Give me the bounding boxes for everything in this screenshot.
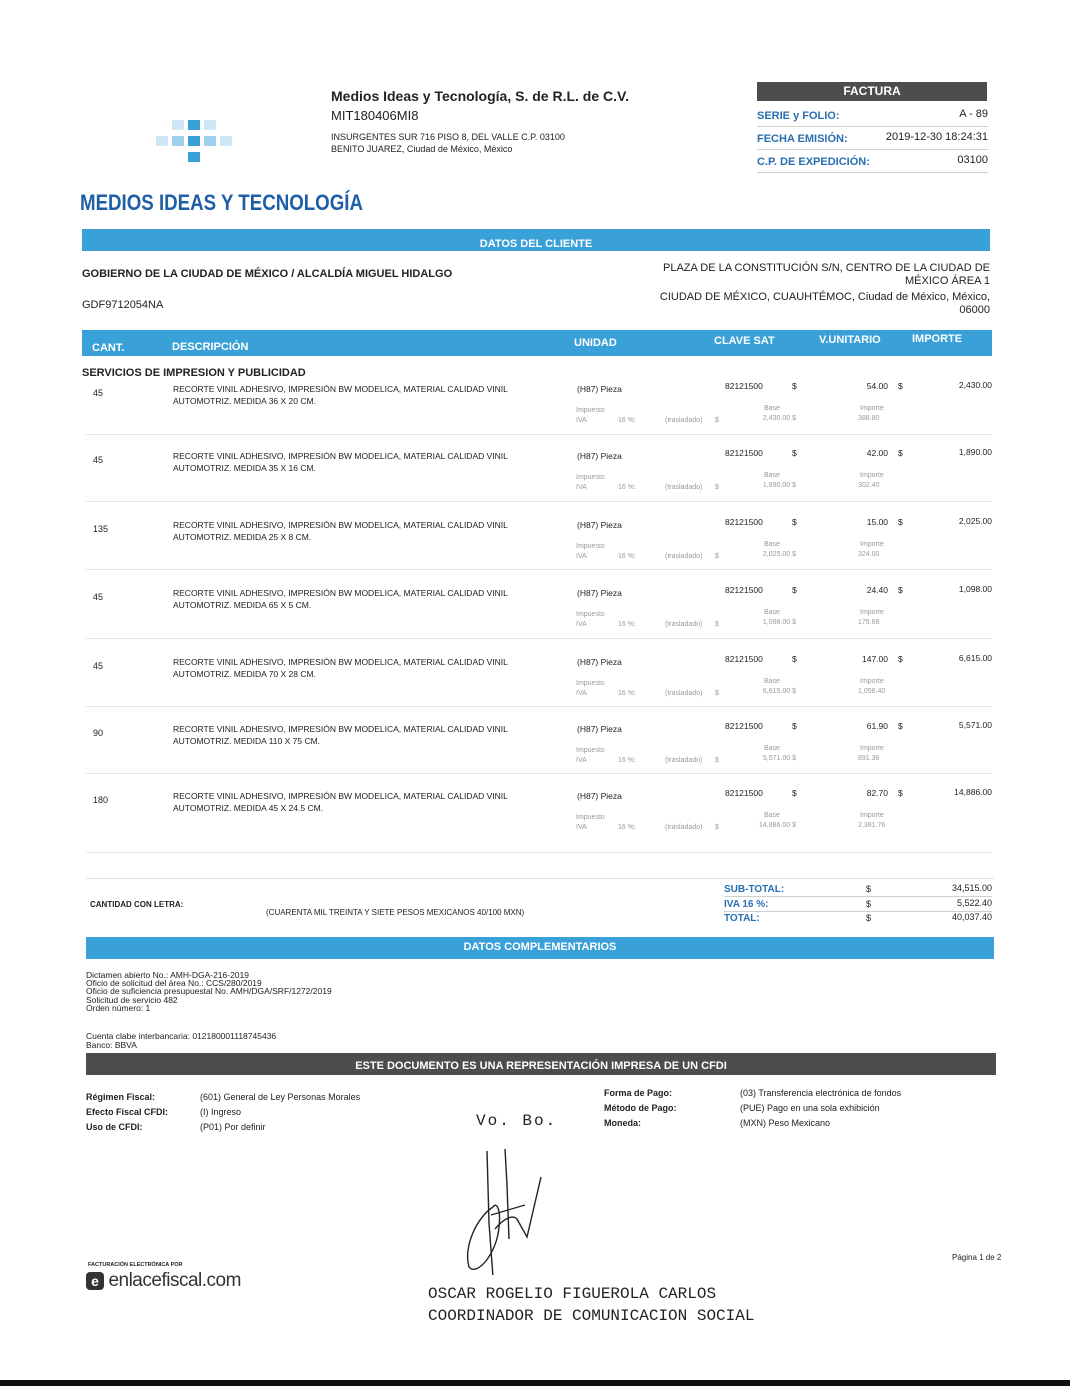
- tax-iva-label: IVA: [576, 484, 587, 491]
- item-importe: 2,025.00: [958, 516, 992, 526]
- enlace-small: FACTURACIÓN ELECTRÓNICA POR: [88, 1262, 183, 1268]
- item-cant: 135: [93, 524, 109, 534]
- client-address-3: CIUDAD DE MÉXICO, CUAUHTÉMOC, Ciudad de México, México,: [659, 291, 990, 303]
- client-rfc: GDF9712054NA: [82, 299, 164, 311]
- tax-base-label: Base: [764, 405, 780, 412]
- tax-currency: $: [715, 417, 719, 424]
- item-unidad: (H87) Pieza: [577, 451, 622, 461]
- item-vu: 24.40: [866, 585, 888, 595]
- item-importe: 14,886.00: [954, 787, 992, 797]
- tax-importe-label: Importe: [860, 472, 884, 479]
- complementarios-title: DATOS COMPLEMENTARIOS: [463, 941, 617, 953]
- regimen-value: (601) General de Ley Personas Morales: [200, 1092, 361, 1102]
- item-description-2: AUTOMOTRIZ. MEDIDA 25 X 8 CM.: [173, 532, 312, 542]
- item-cant: 45: [93, 661, 104, 671]
- complementarios-block-2: [86, 1032, 276, 1050]
- item-imp-currency: $: [898, 448, 903, 458]
- tax-trasladado: (trasladado): [665, 757, 703, 764]
- item-unidad: (H87) Pieza: [577, 520, 622, 530]
- item-description-1: RECORTE VINIL ADHESIVO, IMPRESIÓN BW MODELICA, MATERIAL CALIDAD VINIL: [173, 451, 508, 461]
- tax-trasladado: (trasladado): [665, 484, 703, 491]
- item-vu-currency: $: [792, 788, 797, 798]
- subtotal-value: 34,515.00: [951, 883, 992, 893]
- item-vu-currency: $: [792, 585, 797, 595]
- tax-base-value: 2,430.00 $: [762, 415, 796, 422]
- client-name: GOBIERNO DE LA CIUDAD DE MÉXICO / ALCALDÍA MIGUEL HIDALGO: [82, 268, 453, 280]
- uso-label: Uso de CFDI:: [86, 1122, 143, 1132]
- item-vu-currency: $: [792, 381, 797, 391]
- tax-base-label: Base: [764, 541, 780, 548]
- item-unidad: (H87) Pieza: [577, 724, 622, 734]
- row-divider: [86, 569, 992, 570]
- tax-base-value: 6,615.00 $: [762, 688, 796, 695]
- item-cant: 180: [93, 795, 109, 805]
- item-vu: 61.90: [866, 721, 888, 731]
- item-unidad: (H87) Pieza: [577, 384, 622, 394]
- tax-impuesto-label: Impuesto: [576, 747, 605, 754]
- tax-impuesto-label: Impuesto: [576, 543, 605, 550]
- item-unidad: (H87) Pieza: [577, 588, 622, 598]
- tax-base-value: 1,890.00 $: [762, 482, 796, 489]
- tax-base-label: Base: [764, 812, 780, 819]
- item-imp-currency: $: [898, 517, 903, 527]
- tax-iva-label: IVA: [576, 417, 587, 424]
- item-cant: 45: [93, 455, 104, 465]
- regimen-label: Régimen Fiscal:: [86, 1092, 156, 1102]
- tax-base-label: Base: [764, 609, 780, 616]
- efecto-label: Efecto Fiscal CFDI:: [86, 1107, 169, 1117]
- cfdi-header: [86, 1053, 996, 1075]
- tax-impuesto-label: Impuesto: [576, 611, 605, 618]
- subtotal-currency: $: [866, 884, 872, 894]
- tax-iva-label: IVA: [576, 757, 587, 764]
- divider: [757, 149, 988, 150]
- tax-base-value: 1,098.00 $: [762, 619, 796, 626]
- tax-base-value: 5,571.00 $: [762, 755, 796, 762]
- issuer-rfc: MIT180406MI8: [331, 108, 419, 123]
- col-unidad: UNIDAD: [574, 337, 617, 349]
- item-vu: 82.70: [866, 788, 888, 798]
- row-divider: [86, 501, 992, 502]
- item-clave: 82121500: [725, 517, 763, 527]
- cfdi-title: ESTE DOCUMENTO ES UNA REPRESENTACIÓN IMPRESA DE UN CFDI: [355, 1060, 727, 1072]
- item-vu-currency: $: [792, 654, 797, 664]
- tax-rate: 16 %:: [618, 417, 636, 424]
- complementarios-line: Oficio de solicitud del área No.: CCS/280/2019: [86, 978, 262, 989]
- company-logo-text: MEDIOS IDEAS Y TECNOLOGÍA: [80, 190, 363, 215]
- tax-importe-value: 388.80: [858, 415, 880, 422]
- col-clave: CLAVE SAT: [714, 335, 775, 347]
- item-description-1: RECORTE VINIL ADHESIVO, IMPRESIÓN BW MODELICA, MATERIAL CALIDAD VINIL: [173, 724, 508, 734]
- item-imp-currency: $: [898, 381, 903, 391]
- fecha-value: 2019-12-30 18:24:31: [885, 131, 988, 143]
- tax-importe-label: Importe: [860, 609, 884, 616]
- item-imp-currency: $: [898, 585, 903, 595]
- item-description-2: AUTOMOTRIZ. MEDIDA 110 X 75 CM.: [173, 736, 321, 746]
- item-clave: 82121500: [725, 788, 763, 798]
- enlace-brand: enlacefiscal.com: [108, 1270, 241, 1291]
- tax-impuesto-label: Impuesto: [576, 474, 605, 481]
- item-vu-currency: $: [792, 517, 797, 527]
- tax-currency: $: [715, 757, 719, 764]
- row-divider: [86, 638, 992, 639]
- tax-rate: 16 %:: [618, 484, 636, 491]
- complementarios-line: Dictamen abierto No.: AMH-DGA-216-2019: [86, 970, 249, 980]
- bottom-edge: [0, 1380, 1070, 1386]
- complementarios-line: Oficio de suficiencia presupuestal No. AMH/DGA/SRF/1272/2019: [86, 986, 332, 997]
- complementarios-line: Orden número: 1: [86, 1002, 151, 1013]
- tax-base-label: Base: [764, 745, 780, 752]
- enlace-icon: e: [86, 1272, 104, 1290]
- metodo-pago-value: (PUE) Pago en una sola exhibición: [740, 1103, 880, 1113]
- item-cant: 45: [93, 388, 104, 398]
- complementarios-line: Solicitud de servicio 482: [86, 994, 178, 1005]
- tax-base-value: 2,025.00 $: [762, 551, 796, 558]
- cantidad-letra-value: (CUARENTA MIL TREINTA Y SIETE PESOS MEXICANOS 40/100 MXN): [266, 908, 525, 917]
- serie-label: SERIE y FOLIO:: [757, 110, 840, 122]
- client-section-header: [82, 229, 990, 251]
- tax-currency: $: [715, 621, 719, 628]
- cfdi-row: [604, 1116, 901, 1131]
- tax-iva-label: IVA: [576, 824, 587, 831]
- tax-trasladado: (trasladado): [665, 417, 703, 424]
- row-divider: [86, 773, 992, 774]
- divider: [86, 878, 994, 879]
- tax-importe-value: 324.00: [858, 551, 880, 558]
- divider: [757, 172, 988, 173]
- tax-importe-value: 891.36: [858, 755, 880, 762]
- tax-rate: 16 %:: [618, 553, 636, 560]
- row-divider: [86, 434, 992, 435]
- tax-importe-label: Importe: [860, 541, 884, 548]
- tax-rate: 16 %:: [618, 690, 636, 697]
- signature: [455, 1145, 565, 1275]
- col-importe: IMPORTE: [912, 333, 963, 345]
- item-description-1: RECORTE VINIL ADHESIVO, IMPRESIÓN BW MODELICA, MATERIAL CALIDAD VINIL: [173, 791, 508, 801]
- item-imp-currency: $: [898, 788, 903, 798]
- iva-currency: $: [866, 899, 872, 909]
- factura-header: [757, 82, 987, 101]
- tax-importe-label: Importe: [860, 405, 884, 412]
- issuer-address-2: BENITO JUAREZ, Ciudad de México, México: [331, 144, 513, 154]
- total-label: TOTAL:: [724, 913, 760, 924]
- tax-rate: 16 %:: [618, 621, 636, 628]
- issuer-name: Medios Ideas y Tecnología, S. de R.L. de C.V.: [331, 88, 629, 104]
- item-imp-currency: $: [898, 721, 903, 731]
- tax-currency: $: [715, 824, 719, 831]
- item-cant: 90: [93, 728, 104, 738]
- tax-impuesto-label: Impuesto: [576, 814, 605, 821]
- cantidad-letra-label: CANTIDAD CON LETRA:: [90, 900, 184, 909]
- company-logo: [150, 114, 250, 174]
- forma-pago-label: Forma de Pago:: [604, 1088, 673, 1098]
- col-cant: CANT.: [92, 342, 125, 354]
- tax-importe-value: 175.68: [858, 619, 880, 626]
- signer-title: COORDINADOR DE COMUNICACION SOCIAL: [428, 1307, 755, 1325]
- client-address-1: PLAZA DE LA CONSTITUCIÓN S/N, CENTRO DE LA CIUDAD DE: [662, 262, 990, 274]
- tax-rate: 16 %:: [618, 824, 636, 831]
- item-unidad: (H87) Pieza: [577, 657, 622, 667]
- tax-importe-label: Importe: [860, 812, 884, 819]
- iva-value: 5,522.40: [956, 898, 992, 908]
- page-number: Página 1 de 2: [952, 1253, 1002, 1262]
- client-address-4: 06000: [959, 304, 990, 316]
- item-clave: 82121500: [725, 381, 763, 391]
- item-vu: 15.00: [866, 517, 888, 527]
- item-clave: 82121500: [725, 448, 763, 458]
- col-vunitario: V.UNITARIO: [819, 334, 881, 346]
- complementarios-line: Banco: BBVA: [86, 1040, 137, 1050]
- cfdi-left: [86, 1090, 360, 1135]
- tax-trasladado: (trasladado): [665, 824, 703, 831]
- tax-impuesto-label: Impuesto: [576, 680, 605, 687]
- issuer-address-1: INSURGENTES SUR 716 PISO 8, DEL VALLE C.P. 03100: [331, 132, 565, 142]
- item-imp-currency: $: [898, 654, 903, 664]
- item-vu: 42.00: [866, 448, 888, 458]
- cp-value: 03100: [957, 154, 988, 166]
- iva-label: IVA 16 %:: [724, 899, 769, 910]
- tax-importe-label: Importe: [860, 678, 884, 685]
- tax-impuesto-label: Impuesto: [576, 407, 605, 414]
- tax-importe-value: 2,381.76: [858, 822, 886, 829]
- item-description-2: AUTOMOTRIZ. MEDIDA 36 X 20 CM.: [173, 396, 316, 406]
- tax-base-label: Base: [764, 678, 780, 685]
- tax-base-value: 14,886.00 $: [759, 822, 796, 829]
- client-address: [620, 262, 990, 317]
- complementarios-block-1: [86, 971, 332, 1012]
- signer-name: OSCAR ROGELIO FIGUEROLA CARLOS: [428, 1285, 717, 1303]
- item-vu-currency: $: [792, 448, 797, 458]
- uso-value: (P01) Por definir: [200, 1122, 266, 1132]
- factura-title: FACTURA: [843, 84, 901, 98]
- col-descripcion: DESCRIPCIÓN: [172, 341, 249, 353]
- item-description-2: AUTOMOTRIZ. MEDIDA 35 X 16 CM.: [173, 463, 316, 473]
- metodo-pago-label: Método de Pago:: [604, 1103, 677, 1113]
- moneda-value: (MXN) Peso Mexicano: [740, 1118, 831, 1128]
- cfdi-row: [604, 1086, 901, 1101]
- item-clave: 82121500: [725, 654, 763, 664]
- tax-currency: $: [715, 690, 719, 697]
- item-clave: 82121500: [725, 585, 763, 595]
- cfdi-right: [604, 1086, 901, 1131]
- tax-importe-value: 302.40: [858, 482, 880, 489]
- tax-iva-label: IVA: [576, 690, 587, 697]
- item-unidad: (H87) Pieza: [577, 791, 622, 801]
- fecha-label: FECHA EMISIÓN:: [757, 133, 848, 145]
- tax-currency: $: [715, 484, 719, 491]
- item-importe: 2,430.00: [958, 380, 992, 390]
- forma-pago-value: (03) Transferencia electrónica de fondos: [740, 1088, 902, 1098]
- tax-trasladado: (trasladado): [665, 690, 703, 697]
- divider: [757, 126, 988, 127]
- divider: [724, 896, 992, 897]
- complementarios-header: [86, 937, 994, 959]
- tax-importe-label: Importe: [860, 745, 884, 752]
- item-vu: 54.00: [866, 381, 888, 391]
- tax-currency: $: [715, 553, 719, 560]
- serie-value: A - 89: [959, 108, 988, 120]
- cp-label: C.P. DE EXPEDICIÓN:: [757, 156, 870, 168]
- item-description-1: RECORTE VINIL ADHESIVO, IMPRESIÓN BW MODELICA, MATERIAL CALIDAD VINIL: [173, 384, 508, 394]
- tax-trasladado: (trasladado): [665, 553, 703, 560]
- item-description-2: AUTOMOTRIZ. MEDIDA 65 X 5 CM.: [173, 600, 312, 610]
- total-value: 40,037.40: [951, 912, 992, 922]
- items-table-header: [82, 330, 992, 356]
- client-address-2: MÉXICO ÁREA 1: [905, 275, 990, 287]
- item-vu-currency: $: [792, 721, 797, 731]
- cfdi-row: [86, 1120, 360, 1135]
- row-divider: [86, 706, 992, 707]
- tax-base-label: Base: [764, 472, 780, 479]
- item-description-2: AUTOMOTRIZ. MEDIDA 70 X 28 CM.: [173, 669, 316, 679]
- tax-importe-value: 1,058.40: [858, 688, 886, 695]
- total-currency: $: [866, 913, 872, 923]
- item-description-2: AUTOMOTRIZ. MEDIDA 45 X 24.5 CM.: [173, 803, 324, 813]
- item-importe: 1,890.00: [958, 447, 992, 457]
- item-description-1: RECORTE VINIL ADHESIVO, IMPRESIÓN BW MODELICA, MATERIAL CALIDAD VINIL: [173, 588, 508, 598]
- efecto-value: (I) Ingreso: [200, 1107, 242, 1117]
- vobo-text: Vo. Bo.: [476, 1112, 558, 1130]
- item-importe: 1,098.00: [958, 584, 992, 594]
- enlacefiscal-logo: [86, 1270, 241, 1294]
- subtotal-label: SUB-TOTAL:: [724, 884, 785, 895]
- tax-iva-label: IVA: [576, 621, 587, 628]
- cfdi-row: [604, 1101, 901, 1116]
- item-vu: 147.00: [862, 654, 888, 664]
- row-divider: [86, 852, 992, 853]
- item-description-1: RECORTE VINIL ADHESIVO, IMPRESIÓN BW MODELICA, MATERIAL CALIDAD VINIL: [173, 657, 508, 667]
- item-clave: 82121500: [725, 721, 763, 731]
- moneda-label: Moneda:: [604, 1118, 641, 1128]
- client-section-title: DATOS DEL CLIENTE: [479, 238, 593, 250]
- item-cant: 45: [93, 592, 104, 602]
- tax-rate: 16 %:: [618, 757, 636, 764]
- tax-iva-label: IVA: [576, 553, 587, 560]
- item-importe: 5,571.00: [958, 720, 992, 730]
- section-label: SERVICIOS DE IMPRESION Y PUBLICIDAD: [82, 367, 306, 379]
- item-description-1: RECORTE VINIL ADHESIVO, IMPRESIÓN BW MODELICA, MATERIAL CALIDAD VINIL: [173, 520, 508, 530]
- cfdi-row: [86, 1090, 360, 1105]
- item-importe: 6,615.00: [958, 653, 992, 663]
- cfdi-row: [86, 1105, 360, 1120]
- complementarios-line: Cuenta clabe interbancaria: 012180001118745436: [86, 1031, 277, 1041]
- tax-trasladado: (trasladado): [665, 621, 703, 628]
